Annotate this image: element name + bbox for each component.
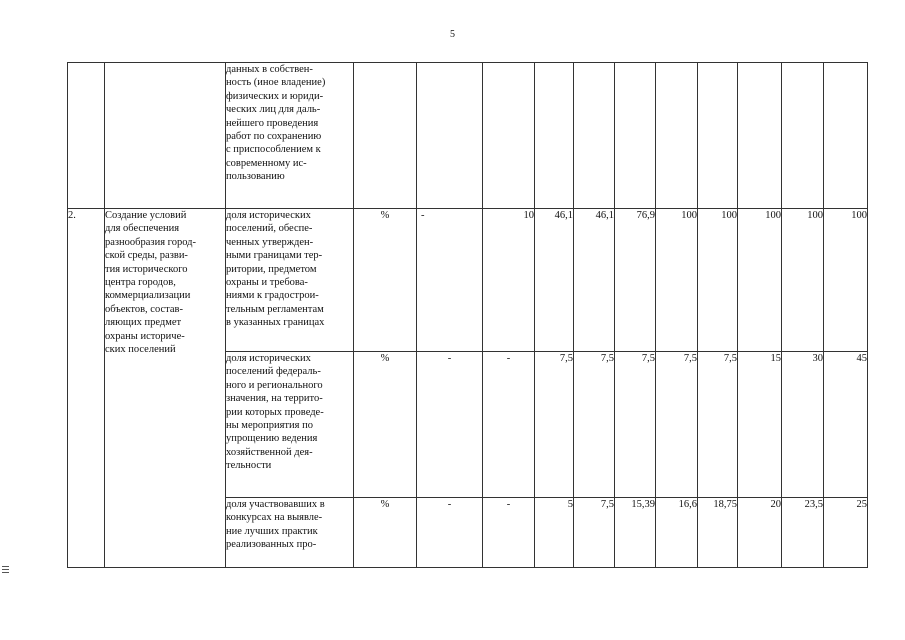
number-cell xyxy=(68,63,105,209)
goal-line: для обеспечения xyxy=(105,223,180,235)
indicator-line: ными границами тер- xyxy=(226,250,323,262)
indicator-cell xyxy=(226,209,354,352)
value-cell: 100 xyxy=(824,209,868,352)
table-row xyxy=(68,63,868,209)
indicator-line: доля участвовавших в xyxy=(226,499,325,510)
indicator-line: пользованию xyxy=(226,171,285,183)
indicator-cell xyxy=(226,352,354,498)
value-cell: 46,1 xyxy=(574,209,615,352)
indicator-line: ны мероприятия по xyxy=(226,420,313,432)
indicator-line: ниями к градострои- xyxy=(226,290,319,302)
goal-line: ляющих предмет xyxy=(105,317,182,329)
goal-line: тия исторического xyxy=(105,263,188,275)
unit-cell xyxy=(354,63,417,209)
indicator-line: охраны и требова- xyxy=(226,277,308,289)
indicator-line: хозяйственной дея- xyxy=(226,446,313,458)
value-cell: - xyxy=(483,498,535,568)
value-cell xyxy=(738,63,782,209)
value-cell: 45 xyxy=(824,352,868,498)
value-cell: 18,75 xyxy=(698,498,738,568)
unit-cell: % xyxy=(354,209,417,352)
goal-line: коммерциализации xyxy=(105,290,191,302)
indicators-table xyxy=(67,62,868,568)
value-cell xyxy=(782,63,824,209)
value-cell xyxy=(483,63,535,209)
value-cell: - xyxy=(483,352,535,498)
indicator-line: ность (иное владение) xyxy=(226,77,326,89)
value-cell: 100 xyxy=(698,209,738,352)
indicator-line: доля исторических xyxy=(226,210,311,221)
value-cell: 100 xyxy=(656,209,698,352)
indicator-line: упрощению ведения xyxy=(226,433,318,445)
indicator-line: значения, на террито- xyxy=(226,393,323,405)
indicator-line: тельным регламентам xyxy=(226,303,324,315)
indicator-line: физических и юриди- xyxy=(226,90,324,102)
value-cell xyxy=(574,63,615,209)
indicator-line: ного и регионального xyxy=(226,379,323,391)
value-cell xyxy=(417,63,483,209)
unit-cell: % xyxy=(354,498,417,568)
value-cell: 15 xyxy=(738,352,782,498)
value-cell: 16,6 xyxy=(656,498,698,568)
value-cell: 20 xyxy=(738,498,782,568)
indicator-line: поселений федераль- xyxy=(226,366,321,378)
indicator-line: конкурсах на выявле- xyxy=(226,512,323,524)
goal-line: ской среды, разви- xyxy=(105,250,188,262)
value-cell xyxy=(656,63,698,209)
indicator-line: ческих лиц для даль- xyxy=(226,104,321,116)
indicator-line: тельности xyxy=(226,460,272,472)
value-cell xyxy=(615,63,656,209)
value-cell: 100 xyxy=(782,209,824,352)
page-number: 5 xyxy=(450,29,455,40)
value-cell: 46,1 xyxy=(535,209,574,352)
value-cell: 23,5 xyxy=(782,498,824,568)
value-cell: 7,5 xyxy=(615,352,656,498)
value-cell: - xyxy=(417,352,483,498)
indicator-cell xyxy=(226,63,354,209)
goal-line: центра городов, xyxy=(105,277,176,289)
value-cell: - xyxy=(417,498,483,568)
indicator-line: с приспособлением к xyxy=(226,144,321,156)
indicator-line: ченных утвержден- xyxy=(226,236,314,248)
indicator-line: рии которых проведе- xyxy=(226,406,324,418)
goal-line: Создание условий xyxy=(105,210,187,221)
value-cell xyxy=(698,63,738,209)
value-cell: 5 xyxy=(535,498,574,568)
unit-cell: % xyxy=(354,352,417,498)
value-cell: 15,39 xyxy=(615,498,656,568)
value-cell: 7,5 xyxy=(698,352,738,498)
goal-cell xyxy=(105,63,226,209)
indicator-line: работ по сохранению xyxy=(226,131,322,143)
goal-line: охраны историче- xyxy=(105,330,185,342)
value-cell: 7,5 xyxy=(656,352,698,498)
value-cell: 25 xyxy=(824,498,868,568)
goal-line: ских поселений xyxy=(105,344,176,356)
table-row xyxy=(68,209,868,352)
indicator-line: в указанных границах xyxy=(226,317,325,329)
indicator-line: нейшего проведения xyxy=(226,117,319,129)
indicator-line: ритории, предметом xyxy=(226,263,317,275)
value-cell xyxy=(535,63,574,209)
goal-line: объектов, состав- xyxy=(105,303,183,315)
indicator-line: поселений, обеспе- xyxy=(226,223,313,235)
row-number: 2. xyxy=(68,209,105,568)
goal-line: разнообразия город- xyxy=(105,236,196,248)
indicator-line: современному ис- xyxy=(226,157,307,169)
indicator-line: доля исторических xyxy=(226,353,311,364)
indicator-line: ние лучших практик xyxy=(226,525,318,537)
value-cell: 76,9 xyxy=(615,209,656,352)
value-cell: 100 xyxy=(738,209,782,352)
value-cell: - xyxy=(417,209,483,352)
value-cell: 7,5 xyxy=(574,498,615,568)
value-cell: 10 xyxy=(483,209,535,352)
goal-cell xyxy=(105,209,226,568)
value-cell: 7,5 xyxy=(535,352,574,498)
indicator-line: данных в собствен- xyxy=(226,64,313,75)
margin-mark xyxy=(2,566,9,575)
indicator-cell xyxy=(226,498,354,568)
value-cell: 7,5 xyxy=(574,352,615,498)
indicator-line: реализованных про- xyxy=(226,539,317,551)
value-cell xyxy=(824,63,868,209)
value-cell: 30 xyxy=(782,352,824,498)
